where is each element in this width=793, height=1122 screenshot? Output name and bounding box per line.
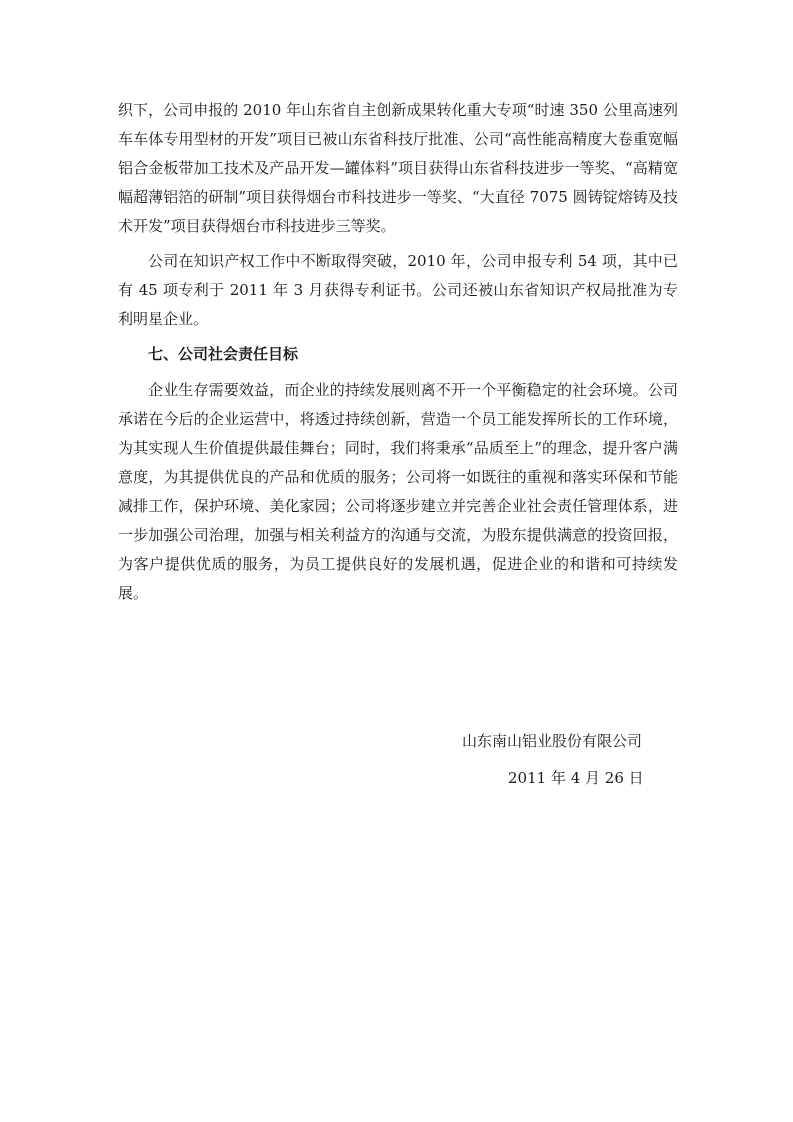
- paragraph-social-responsibility: 企业生存需要效益，而企业的持续发展则离不开一个平衡稳定的社会环境。公司承诺在今后的企业运营中，将透过持续创新，营造一个员工能发挥所长的工作环境，为其实现人生价值提供最佳舞台；同时，我们将秉承“品质至上”的理念，提升客户满意度，为其提供优良的产品和优质的服务；公司将一如既往的重视和落实环保和节能减排工作，保护环境、美化家园；公司将逐步建立并完善企业社会责任管理体系，进一步加强公司治理，加强与相关利益方的沟通与交流，为股东提供满意的投资回报，为客户提供优质的服务，为员工提供良好的发展机遇，促进企业的和谐和可持续发展。: [118, 381, 678, 602]
- paragraph-awards: 织下，公司申报的 2010 年山东省自主创新成果转化重大专项“时速 350 公里高速列车车体专用型材的开发”项目已被山东省科技厅批准、公司“高性能高精度大卷重宽幅铝合金板带加工技术及产品开发—罐体料”项目获得山东省科技进步一等奖、“高精宽幅超薄铝箔的研制”项目获得烟台市科技进步一等奖、“大直径 7075 圆铸锭熔铸及技术开发”项目获得烟台市科技进步三等奖。: [118, 101, 678, 235]
- document-body: [118, 96, 678, 608]
- section-heading: 七、公司社会责任目标: [148, 345, 299, 363]
- signature-date: 2011 年 4 月 26 日: [508, 769, 644, 787]
- paragraph-patents: 公司在知识产权工作中不断取得突破，2010 年，公司申报专利 54 项，其中已有 45 项专利于 2011 年 3 月获得专利证书。公司还被山东省知识产权局批准为专利明星企业。: [118, 252, 678, 328]
- signature-company: 山东南山铝业股份有限公司: [462, 732, 643, 750]
